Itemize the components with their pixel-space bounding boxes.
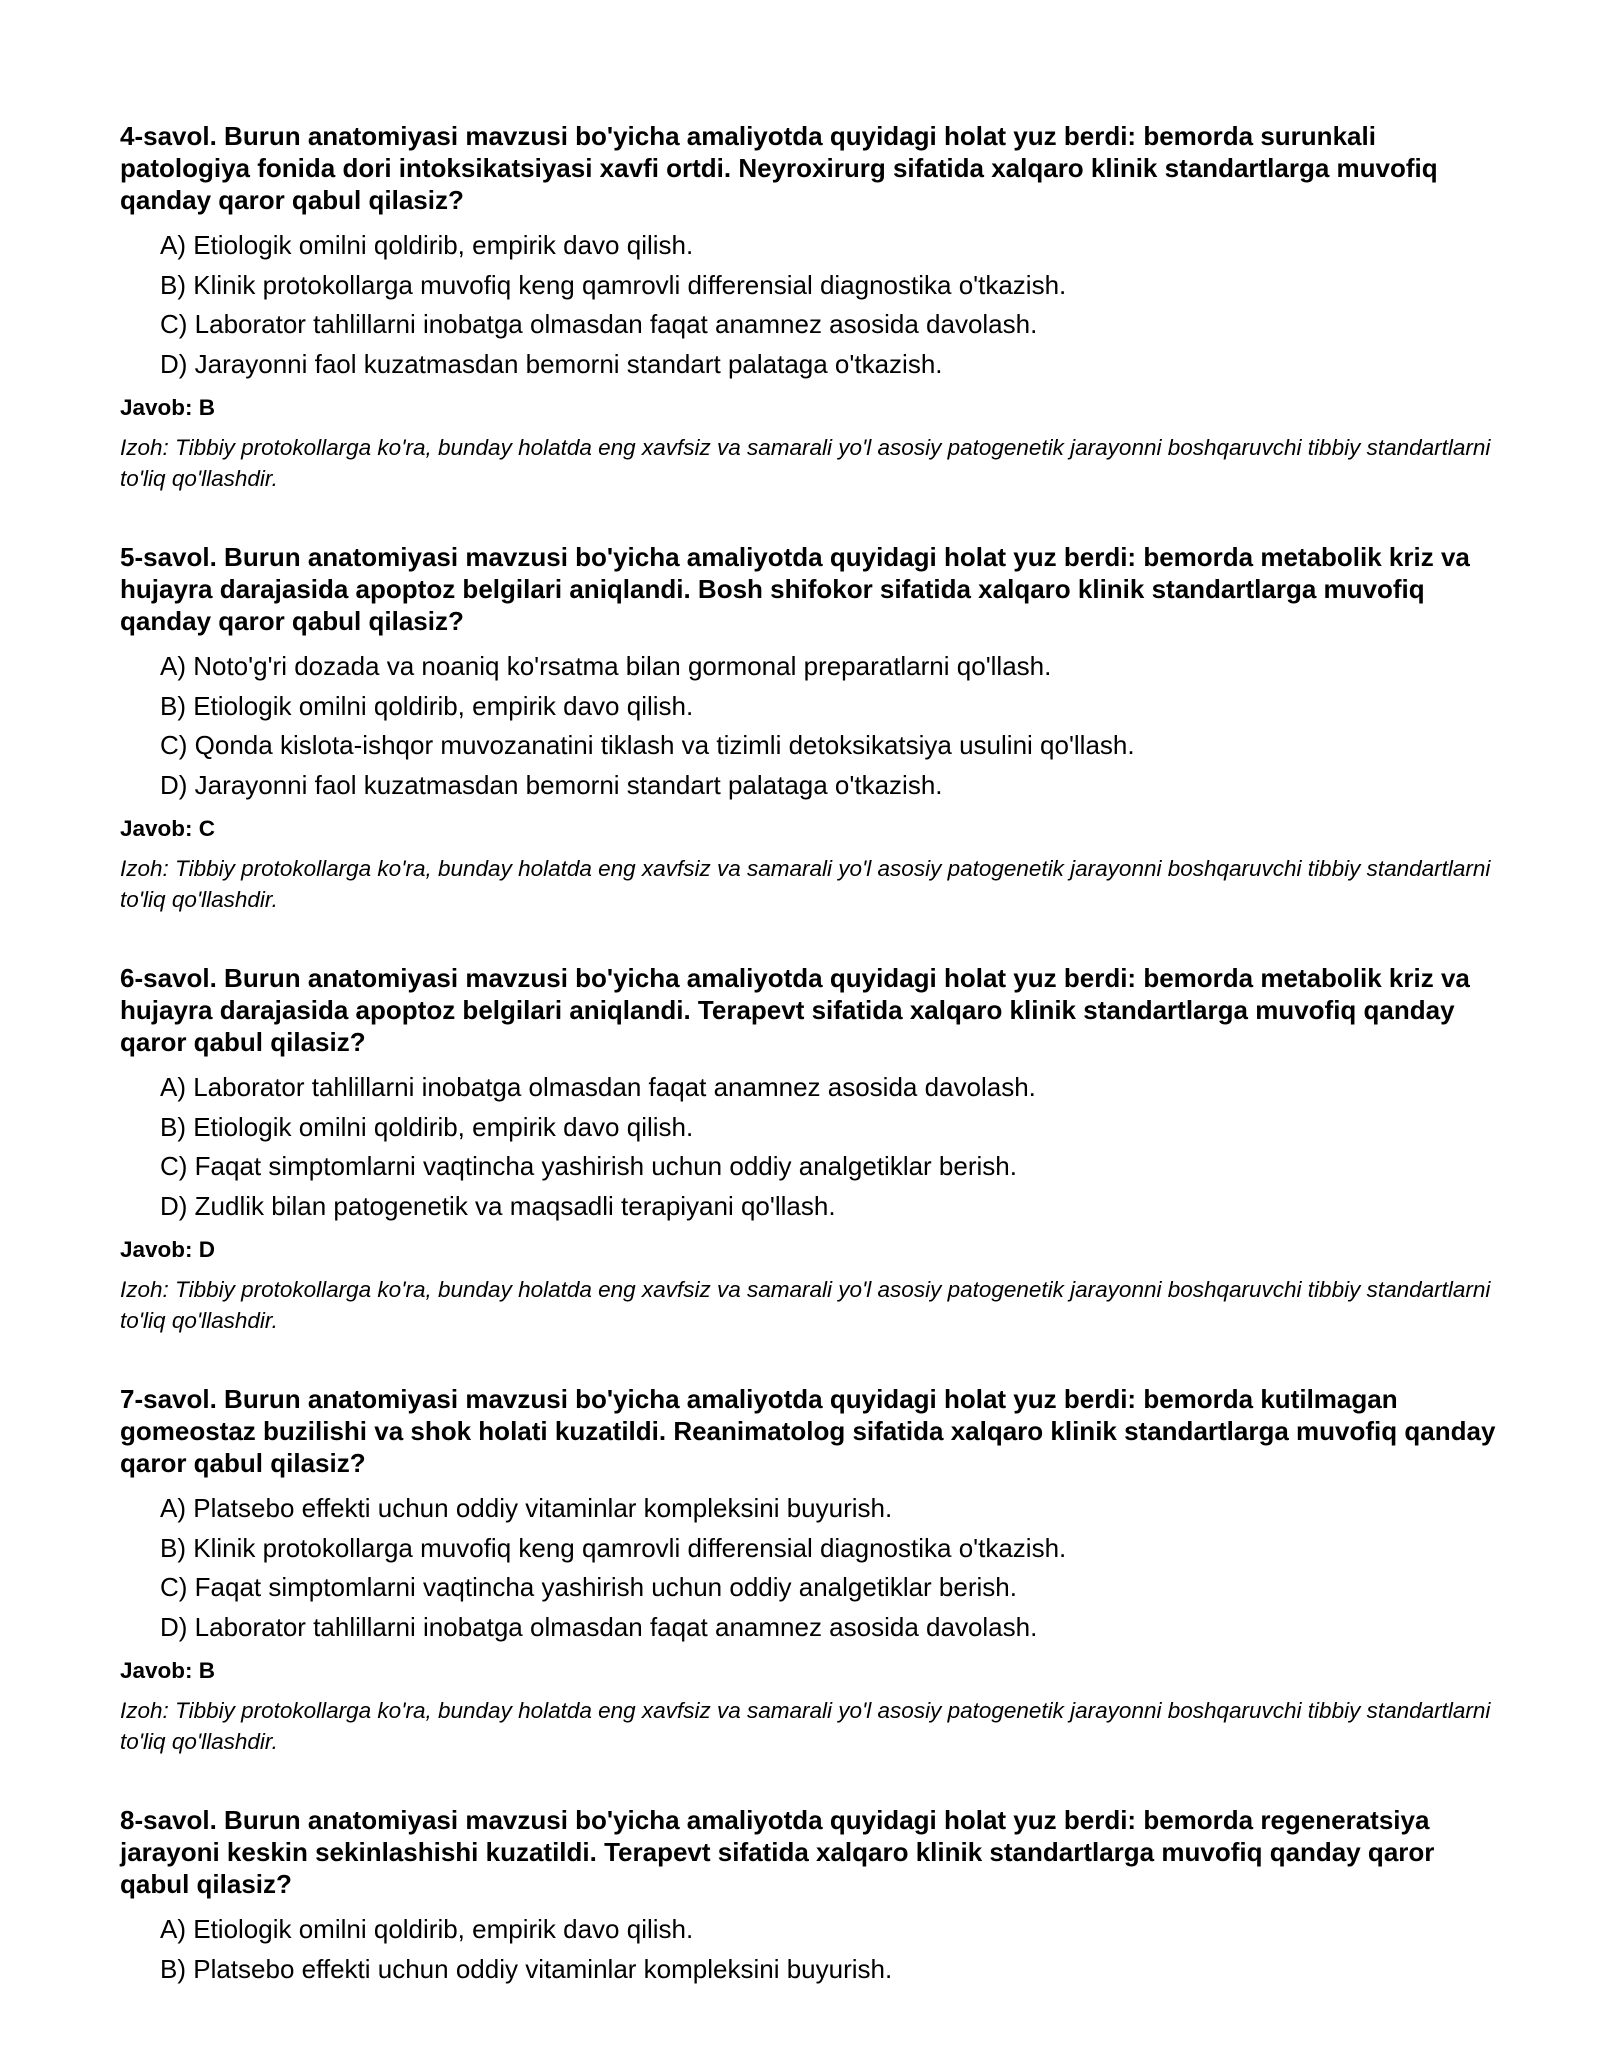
option-c: C) Qonda kislota-ishqor muvozanatini tiklash va tizimli detoksikatsiya usulini qo'llash. bbox=[160, 730, 1135, 760]
document-page bbox=[120, 120, 1500, 2036]
answer-label: Javob: C bbox=[120, 816, 216, 841]
option-list bbox=[120, 1489, 1500, 1647]
option-a: A) Etiologik omilni qoldirib, empirik davo qilish. bbox=[160, 1914, 694, 1944]
explanation-text: Izoh: Tibbiy protokollarga ko'ra, bunday holatda eng xavfsiz va samarali yo'l asosiy patogenetik jarayonni boshqaruvchi tibbiy standartlarni to'liq qo'llashdir. bbox=[120, 435, 1491, 491]
option-a: A) Etiologik omilni qoldirib, empirik davo qilish. bbox=[160, 230, 694, 260]
option-d: D) Zudlik bilan patogenetik va maqsadli terapiyani qo'llash. bbox=[160, 1190, 836, 1221]
option-c: C) Laborator tahlillarni inobatga olmasdan faqat anamnez asosida davolash. bbox=[160, 309, 1038, 339]
option-d: D) Jarayonni faol kuzatmasdan bemorni standart palataga o'tkazish. bbox=[160, 348, 943, 379]
question-title: 6-savol. Burun anatomiyasi mavzusi bo'yicha amaliyotda quyidagi holat yuz berdi: bemorda metabolik kriz va hujayra darajasida apoptoz belgilari aniqlandi. Terapevt sifatida xalqaro klinik standartlarga muvofiq qanday qaror qabul qilasiz? bbox=[120, 963, 1470, 1057]
option-c: C) Faqat simptomlarni vaqtincha yashirish uchun oddiy analgetiklar berish. bbox=[160, 1572, 1017, 1602]
option-d: D) Jarayonni faol kuzatmasdan bemorni standart palataga o'tkazish. bbox=[160, 769, 943, 800]
explanation-text: Izoh: Tibbiy protokollarga ko'ra, bunday holatda eng xavfsiz va samarali yo'l asosiy patogenetik jarayonni boshqaruvchi tibbiy standartlarni to'liq qo'llashdir. bbox=[120, 1698, 1491, 1754]
question-block-6 bbox=[120, 962, 1500, 1336]
question-title: 7-savol. Burun anatomiyasi mavzusi bo'yicha amaliyotda quyidagi holat yuz berdi: bemorda kutilmagan gomeostaz buzilishi va shok holati kuzatildi. Reanimatolog sifatida xalqaro klinik standartlarga muvofiq qanday qaror qabul qilasiz? bbox=[120, 1384, 1496, 1478]
option-b: B) Klinik protokollarga muvofiq keng qamrovli differensial diagnostika o'tkazish. bbox=[160, 1532, 1067, 1563]
option-b: B) Klinik protokollarga muvofiq keng qamrovli differensial diagnostika o'tkazish. bbox=[160, 269, 1067, 300]
option-list bbox=[120, 1068, 1500, 1226]
option-list bbox=[120, 1910, 1500, 1989]
answer-label: Javob: D bbox=[120, 1237, 216, 1262]
question-block-8 bbox=[120, 1804, 1500, 1989]
explanation-text: Izoh: Tibbiy protokollarga ko'ra, bunday holatda eng xavfsiz va samarali yo'l asosiy patogenetik jarayonni boshqaruvchi tibbiy standartlarni to'liq qo'llashdir. bbox=[120, 1277, 1491, 1333]
question-block-4 bbox=[120, 120, 1500, 494]
question-title: 8-savol. Burun anatomiyasi mavzusi bo'yicha amaliyotda quyidagi holat yuz berdi: bemorda regeneratsiya jarayoni keskin sekinlashishi kuzatildi. Terapevt sifatida xalqaro klinik standartlarga muvofiq qanday qaror qabul qilasiz? bbox=[120, 1805, 1435, 1899]
answer-label: Javob: B bbox=[120, 395, 216, 420]
question-title: 4-savol. Burun anatomiyasi mavzusi bo'yicha amaliyotda quyidagi holat yuz berdi: bemorda surunkali patologiya fonida dori intoksikatsiyasi xavfi ortdi. Neyroxirurg sifatida xalqaro klinik standartlarga muvofiq qanday qaror qabul qilasiz? bbox=[120, 121, 1438, 215]
question-block-7 bbox=[120, 1383, 1500, 1757]
option-b: B) Etiologik omilni qoldirib, empirik davo qilish. bbox=[160, 1111, 694, 1142]
option-b: B) Etiologik omilni qoldirib, empirik davo qilish. bbox=[160, 690, 694, 721]
question-block-5 bbox=[120, 541, 1500, 915]
option-a: A) Laborator tahlillarni inobatga olmasdan faqat anamnez asosida davolash. bbox=[160, 1072, 1036, 1102]
option-list bbox=[120, 647, 1500, 805]
explanation-text: Izoh: Tibbiy protokollarga ko'ra, bunday holatda eng xavfsiz va samarali yo'l asosiy patogenetik jarayonni boshqaruvchi tibbiy standartlarni to'liq qo'llashdir. bbox=[120, 856, 1491, 912]
question-title: 5-savol. Burun anatomiyasi mavzusi bo'yicha amaliyotda quyidagi holat yuz berdi: bemorda metabolik kriz va hujayra darajasida apoptoz belgilari aniqlandi. Bosh shifokor sifatida xalqaro klinik standartlarga muvofiq qanday qaror qabul qilasiz? bbox=[120, 542, 1470, 636]
option-d: D) Laborator tahlillarni inobatga olmasdan faqat anamnez asosida davolash. bbox=[160, 1611, 1038, 1642]
option-a: A) Platsebo effekti uchun oddiy vitaminlar kompleksini buyurish. bbox=[160, 1493, 893, 1523]
answer-label: Javob: B bbox=[120, 1658, 216, 1683]
option-c: C) Faqat simptomlarni vaqtincha yashirish uchun oddiy analgetiklar berish. bbox=[160, 1151, 1017, 1181]
option-a: A) Noto'g'ri dozada va noaniq ko'rsatma bilan gormonal preparatlarni qo'llash. bbox=[160, 651, 1052, 681]
option-list bbox=[120, 226, 1500, 384]
option-b: B) Platsebo effekti uchun oddiy vitaminlar kompleksini buyurish. bbox=[160, 1953, 893, 1984]
